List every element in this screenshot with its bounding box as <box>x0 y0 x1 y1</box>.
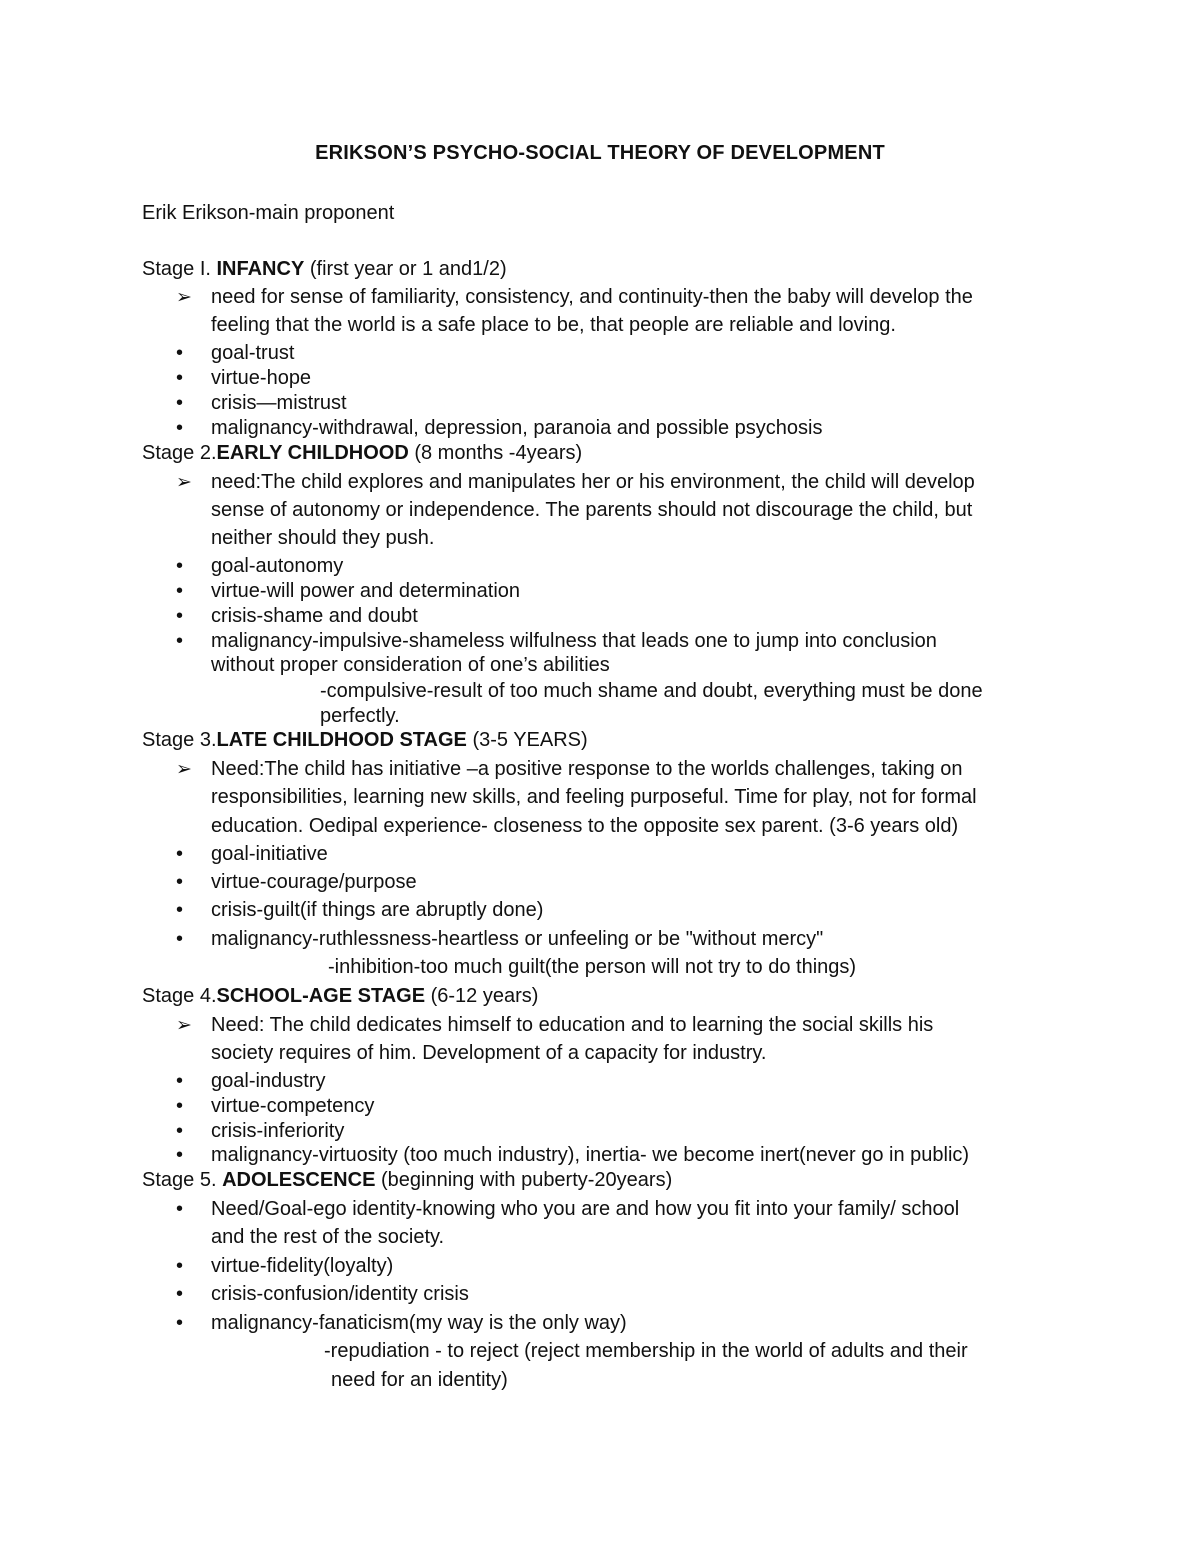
document-title: ERIKSON’S PSYCHO-SOCIAL THEORY OF DEVELOPMENT <box>315 142 885 164</box>
stage-5-crisis: crisis-confusion/identity crisis <box>211 1283 469 1305</box>
stage-2-heading <box>142 441 582 465</box>
stage-1-heading <box>142 257 507 281</box>
bullet-icon <box>176 842 183 866</box>
stage-2-crisis: crisis-shame and doubt <box>211 605 418 627</box>
stage-2-malignancy-cont: without proper consideration of one’s abilities <box>211 654 610 676</box>
stage-5-age: (beginning with puberty-20years) <box>375 1169 673 1191</box>
bullet-icon <box>176 579 183 603</box>
bullet-icon <box>176 1069 183 1093</box>
stage-5-need-goal: Need/Goal-ego identity-knowing who you are and how you fit into your family/ school <box>211 1198 960 1220</box>
stage-1-need-cont: feeling that the world is a safe place to be, that people are reliable and loving. <box>211 314 896 336</box>
stage-3-age: (3-5 YEARS) <box>466 729 588 751</box>
arrow-bullet-icon <box>176 757 192 782</box>
bullet-icon <box>176 341 183 365</box>
stage-5-prefix: Stage 5. <box>142 1169 223 1191</box>
stage-2-malignancy: malignancy-impulsive-shameless wilfulness that leads one to jump into conclusion <box>211 630 937 652</box>
stage-1-goal: goal-trust <box>211 342 295 364</box>
stage-4-virtue: virtue-competency <box>211 1095 375 1117</box>
bullet-icon <box>176 366 183 390</box>
stage-1-need: need for sense of familiarity, consistency, and continuity-then the baby will develop the <box>211 286 973 308</box>
stage-2-malignancy-sub: -compulsive-result of too much shame and doubt, everything must be done <box>320 680 983 702</box>
bullet-icon <box>176 1094 183 1118</box>
stage-5-virtue: virtue-fidelity(loyalty) <box>211 1255 394 1277</box>
stage-2-prefix: Stage 2. <box>142 442 217 464</box>
bullet-icon <box>176 898 183 922</box>
stage-2-malignancy-sub-cont: perfectly. <box>320 705 400 727</box>
bullet-icon <box>176 1197 183 1221</box>
arrow-bullet-icon <box>176 285 192 310</box>
stage-4-crisis: crisis-inferiority <box>211 1120 345 1142</box>
stage-5-name: ADOLESCENCE <box>222 1169 376 1191</box>
stage-4-prefix: Stage 4. <box>142 985 217 1007</box>
stage-3-need-cont: education. Oedipal experience- closeness to the opposite sex parent. (3-6 years old) <box>211 815 959 837</box>
stage-3-name: LATE CHILDHOOD STAGE <box>216 729 467 751</box>
stage-4-need: Need: The child dedicates himself to education and to learning the social skills his <box>211 1014 934 1036</box>
bullet-icon <box>176 1282 183 1306</box>
arrow-bullet-icon <box>176 1013 192 1038</box>
stage-4-name: SCHOOL-AGE STAGE <box>216 985 426 1007</box>
proponent-line: Erik Erikson-main proponent <box>142 202 395 224</box>
stage-2-name: EARLY CHILDHOOD <box>216 442 409 464</box>
stage-3-malignancy: malignancy-ruthlessness-heartless or unfeeling or be "without mercy" <box>211 928 824 950</box>
stage-2-virtue: virtue-will power and determination <box>211 580 521 602</box>
stage-4-age: (6-12 years) <box>425 985 539 1007</box>
bullet-icon <box>176 416 183 440</box>
bullet-icon <box>176 1143 183 1167</box>
stage-4-heading <box>142 984 538 1008</box>
stage-3-need: Need:The child has initiative –a positive response to the worlds challenges, taking on <box>211 758 963 780</box>
bullet-icon <box>176 604 183 628</box>
stage-2-need-cont: sense of autonomy or independence. The parents should not discourage the child, but <box>211 499 973 521</box>
stage-5-heading <box>142 1168 672 1192</box>
stage-1-malignancy: malignancy-withdrawal, depression, paranoia and possible psychosis <box>211 417 823 439</box>
bullet-icon <box>176 1254 183 1278</box>
stage-4-malignancy: malignancy-virtuosity (too much industry), inertia- we become inert(never go in public) <box>211 1144 970 1166</box>
stage-1-crisis: crisis—mistrust <box>211 392 347 414</box>
stage-3-prefix: Stage 3. <box>142 729 217 751</box>
stage-2-need-cont: neither should they push. <box>211 527 435 549</box>
stage-1-prefix: Stage I. <box>142 258 217 280</box>
bullet-icon <box>176 927 183 951</box>
stage-5-malignancy-sub-cont: need for an identity) <box>331 1369 508 1391</box>
arrow-bullet-icon <box>176 470 192 495</box>
bullet-icon <box>176 391 183 415</box>
bullet-icon <box>176 870 183 894</box>
bullet-icon <box>176 554 183 578</box>
stage-2-goal: goal-autonomy <box>211 555 344 577</box>
stage-3-goal: goal-initiative <box>211 843 328 865</box>
stage-3-malignancy-sub: -inhibition-too much guilt(the person will not try to do things) <box>328 956 857 978</box>
bullet-icon <box>176 629 183 653</box>
stage-4-need-cont: society requires of him. Development of a capacity for industry. <box>211 1042 767 1064</box>
bullet-icon <box>176 1311 183 1335</box>
stage-3-need-cont: responsibilities, learning new skills, and feeling purposeful. Time for play, not for formal <box>211 786 977 808</box>
stage-5-malignancy: malignancy-fanaticism(my way is the only way) <box>211 1312 627 1334</box>
stage-1-virtue: virtue-hope <box>211 367 312 389</box>
stage-3-crisis: crisis-guilt(if things are abruptly done) <box>211 899 544 921</box>
stage-4-goal: goal-industry <box>211 1070 326 1092</box>
stage-5-malignancy-sub: -repudiation - to reject (reject membership in the world of adults and their <box>324 1340 968 1362</box>
stage-1-name: INFANCY <box>216 258 305 280</box>
bullet-icon <box>176 1119 183 1143</box>
stage-3-virtue: virtue-courage/purpose <box>211 871 417 893</box>
stage-3-heading <box>142 728 588 752</box>
stage-2-need: need:The child explores and manipulates her or his environment, the child will develop <box>211 471 975 493</box>
stage-2-age: (8 months -4years) <box>408 442 583 464</box>
stage-5-need-goal-cont: and the rest of the society. <box>211 1226 445 1248</box>
stage-1-age: (first year or 1 and1/2) <box>304 258 507 280</box>
